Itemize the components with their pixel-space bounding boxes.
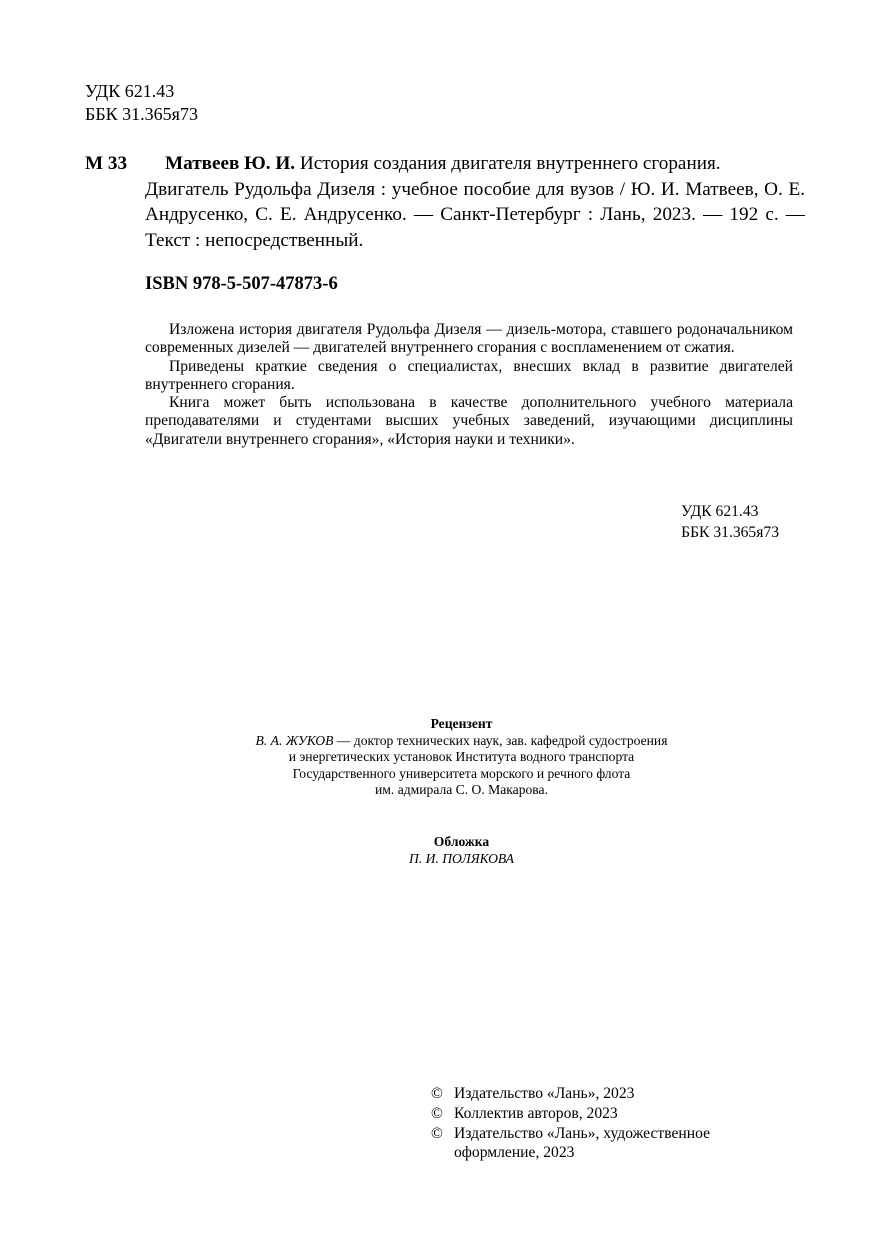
reviewer-heading: Рецензент [430,716,493,731]
entry-first-line [145,151,805,177]
author-code: М 33 [85,153,128,174]
entry-title: История создания двигателя внутреннего сгорания. [295,153,721,174]
classification-codes-top [85,80,198,126]
reviewer-line: Государственного университета морского и речного флота [292,765,631,781]
copyright-text: Издательство «Лань», 2023 [454,1085,635,1102]
copyright-block [431,1084,710,1163]
reviewer-line: им. адмирала С. О. Макарова. [375,782,548,797]
annotation-paragraph: Приведены краткие сведения о специалистах, внесших вклад в развитие двигателей внутреннего сгорания. [145,357,793,393]
isbn: ISBN 978-5-507-47873-6 [145,274,338,294]
cover-credit [280,834,643,867]
catalog-entry [85,151,805,253]
annotation [145,321,793,449]
reviewer-name: В. А. ЖУКОВ [255,732,334,748]
cover-designer: П. И. ПОЛЯКОВА [409,850,514,866]
copyright-icon: © [431,1085,443,1102]
annotation-paragraph: Книга может быть использована в качестве дополнительного учебного материала преподавателями и студентами высших учебных заведений, изучающими дисциплины «Двигатели внутреннего сгорания», «История науки и техники». [145,394,793,448]
entry-author: Матвеев Ю. И. [165,153,296,174]
copyright-line [431,1104,710,1124]
copyright-text: Издательство «Лань», художественное [454,1124,711,1142]
udk-code: УДК 621.43 [85,81,175,101]
copyright-text: Коллектив авторов, 2023 [454,1104,618,1122]
copyright-line [431,1084,710,1104]
reviewer-line: и энергетических установок Института водного транспорта [288,749,635,764]
copyright-icon: © [431,1124,443,1142]
copyright-continuation: оформление, 2023 [454,1144,575,1162]
copyright-icon: © [431,1104,443,1122]
udk-code: УДК 621.43 [681,503,759,520]
bibliographic-description [145,151,805,253]
cover-heading: Обложка [433,834,490,849]
reviewer-block [180,716,743,799]
reviewer-line [180,733,743,750]
copyright-line [431,1124,710,1144]
bbk-code: ББК 31.365я73 [681,524,779,541]
classification-codes-bottom [681,501,779,543]
bbk-code: ББК 31.365я73 [85,104,198,124]
reviewer-credentials: — доктор технических наук, зав. кафедрой судостроения [333,732,668,748]
annotation-paragraph: Изложена история двигателя Рудольфа Дизеля — дизель-мотора, ставшего родоначальником современных дизелей — двигателей внутреннего сгорания с воспламенением от сжатия. [145,321,793,357]
entry-continuation: Двигатель Рудольфа Дизеля : учебное пособие для вузов / Ю. И. Матвеев, О. Е. Андрусенко, С. Е. Андрусенко. — Санкт-Петербург : Лань, 2023. — 192 с. — Текст : непосредственный. [145,178,805,251]
